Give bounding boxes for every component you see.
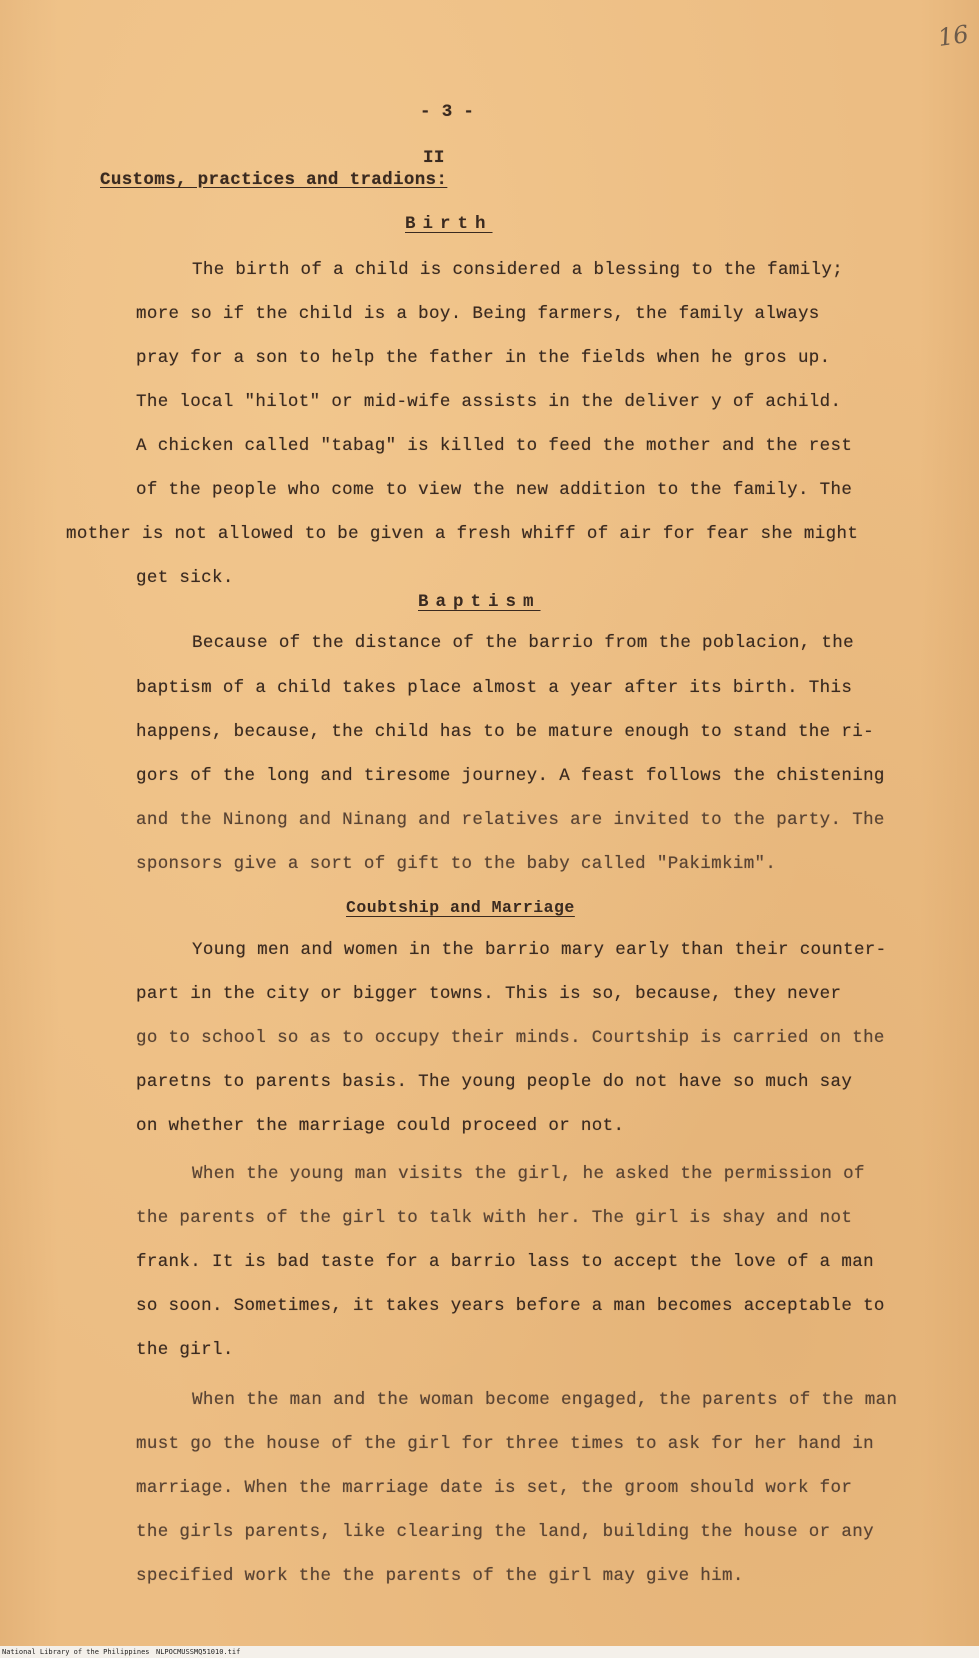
text-line: mother is not allowed to be given a fresh whiff of air for fear she might xyxy=(66,524,859,544)
text-line: go to school so as to occupy their minds. Courtship is carried on the xyxy=(136,1028,885,1048)
heading-birth: Birth xyxy=(405,214,493,234)
section-numeral: II xyxy=(423,148,445,168)
text-line: get sick. xyxy=(136,568,234,588)
text-line: pray for a son to help the father in the fields when he gros up. xyxy=(136,348,831,368)
text-line: the parents of the girl to talk with her. The girl is shay and not xyxy=(136,1208,853,1228)
text-line: sponsors give a sort of gift to the baby called "Pakimkim". xyxy=(136,854,777,874)
text-line: Because of the distance of the barrio from the poblacion, the xyxy=(192,633,854,653)
text-line: more so if the child is a boy. Being farmers, the family always xyxy=(136,304,820,324)
text-line: and the Ninong and Ninang and relatives are invited to the party. The xyxy=(136,810,885,830)
text-line: specified work the the parents of the girl may give him. xyxy=(136,1566,744,1586)
section-title: Customs, practices and tradions: xyxy=(100,170,448,190)
text-line: the girls parents, like clearing the land, building the house or any xyxy=(136,1522,874,1542)
text-line: on whether the marriage could proceed or not. xyxy=(136,1116,625,1136)
heading-baptism: Baptism xyxy=(418,592,541,612)
text-line: happens, because, the child has to be mature enough to stand the ri- xyxy=(136,722,874,742)
text-line: so soon. Sometimes, it takes years before a man becomes acceptable to xyxy=(136,1296,885,1316)
text-line: part in the city or bigger towns. This is so, because, they never xyxy=(136,984,842,1004)
margin-page-note: 16 xyxy=(936,20,971,52)
text-line: When the man and the woman become engaged, the parents of the man xyxy=(192,1390,898,1410)
text-line: frank. It is bad taste for a barrio lass to accept the love of a man xyxy=(136,1252,874,1272)
text-line: The local "hilot" or mid-wife assists in the deliver y of achild. xyxy=(136,392,842,412)
page-number: - 3 - xyxy=(420,102,475,122)
text-line: the girl. xyxy=(136,1340,234,1360)
text-line: of the people who come to view the new addition to the family. The xyxy=(136,480,853,500)
footer-library: National Library of the Philippines xyxy=(2,1648,150,1656)
text-line: gors of the long and tiresome journey. A feast follows the chistening xyxy=(136,766,885,786)
scan-footer xyxy=(0,1646,979,1658)
text-line: marriage. When the marriage date is set, the groom should work for xyxy=(136,1478,853,1498)
text-line: paretns to parents basis. The young people do not have so much say xyxy=(136,1072,853,1092)
text-line: A chicken called "tabag" is killed to feed the mother and the rest xyxy=(136,436,853,456)
text-line: Young men and women in the barrio mary early than their counter- xyxy=(192,940,887,960)
text-line: must go the house of the girl for three times to ask for her hand in xyxy=(136,1434,874,1454)
text-line: When the young man visits the girl, he asked the permission of xyxy=(192,1164,865,1184)
text-line: baptism of a child takes place almost a year after its birth. This xyxy=(136,678,853,698)
heading-courtship: Coubtship and Marriage xyxy=(346,898,575,917)
footer-file: NLPOCMUSSMQ51010.tif xyxy=(156,1648,241,1656)
text-line: The birth of a child is considered a blessing to the family; xyxy=(192,260,844,280)
